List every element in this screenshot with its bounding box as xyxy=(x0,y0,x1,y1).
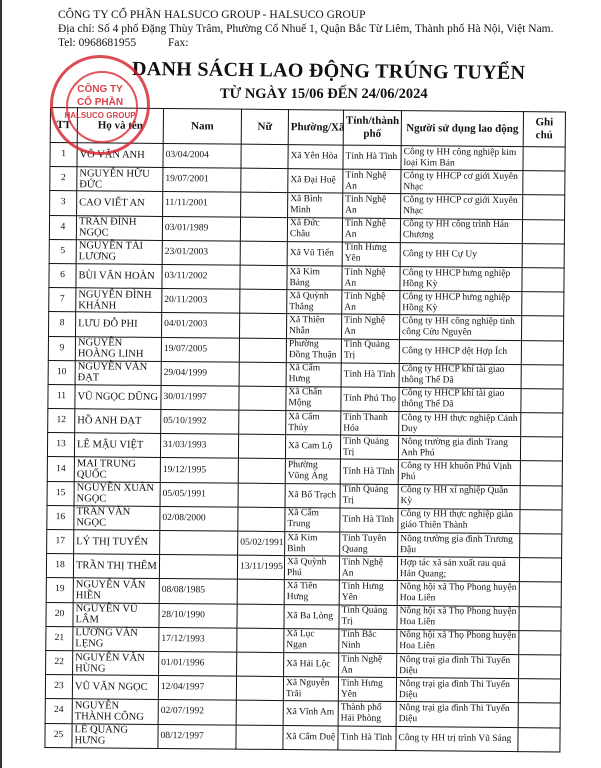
employer: Công ty HH công trình Hán Chương xyxy=(400,218,522,243)
female-birthdate xyxy=(239,362,286,387)
male-birthdate: 19/12/1995 xyxy=(160,458,238,483)
note xyxy=(519,630,561,655)
worker-name: NGUYỄN THÀNH CÔNG xyxy=(72,699,158,724)
document-title: DANH SÁCH LAO ĐỘNG TRÚNG TUYỂN xyxy=(131,57,526,85)
worker-name: NGUYỄN TÀI LƯƠNG xyxy=(76,239,162,264)
row-number: 22 xyxy=(46,650,73,674)
note xyxy=(520,437,562,462)
note xyxy=(522,219,564,244)
female-birthdate xyxy=(238,483,285,508)
ward: Xã Nguyễn Trãi xyxy=(283,677,338,702)
worker-name: VŨ VĂN NGỌC xyxy=(72,675,158,700)
worker-name: VŨ NGỌC DŨNG xyxy=(75,385,161,410)
col-employer: Người sử dụng lao động xyxy=(401,111,523,147)
province: Tỉnh Hưng Yên xyxy=(342,242,400,267)
ward: Xã Kim Bảng xyxy=(287,266,342,291)
province: Tỉnh Bắc Ninh xyxy=(339,629,397,654)
province: Tỉnh Nghệ An xyxy=(342,266,400,291)
ward: Xã Vĩnh Am xyxy=(283,701,338,726)
worker-name: TRẦN VĂN NGỌC xyxy=(74,506,160,531)
province: Tỉnh Hà Tĩnh xyxy=(341,363,399,388)
worker-name: LÊ QUANG HƯNG xyxy=(72,723,158,748)
province: Tỉnh Nghệ An xyxy=(339,556,397,581)
province: Tỉnh Thanh Hóa xyxy=(341,411,399,436)
note xyxy=(518,679,560,704)
note xyxy=(521,388,563,413)
male-birthdate: 30/01/1997 xyxy=(161,385,239,410)
col-name: Họ và tên xyxy=(77,108,163,144)
col-male: Nam xyxy=(163,108,241,144)
male-birthdate: 03/01/1989 xyxy=(162,216,240,241)
ward: Xã Ba Lòng xyxy=(284,604,339,629)
note xyxy=(521,340,563,365)
male-birthdate: 28/10/1990 xyxy=(159,603,237,628)
male-birthdate: 02/07/1992 xyxy=(158,700,236,725)
note xyxy=(522,292,564,317)
note xyxy=(521,316,563,341)
ward: Phường Đồng Thuận xyxy=(286,338,341,363)
worker-name: NGUYỄN VĂN ĐẠT xyxy=(75,360,161,385)
male-birthdate: 02/08/2000 xyxy=(160,506,238,531)
note xyxy=(519,606,561,631)
worker-name: CAO VIẾT AN xyxy=(77,191,163,216)
ward: Xã Chấn Mộng xyxy=(286,386,341,411)
province: Tỉnh Nghệ An xyxy=(339,653,397,678)
ward: Xã Kim Bình xyxy=(285,532,340,557)
female-birthdate xyxy=(239,313,286,338)
ward: Xã Vũ Tiến xyxy=(287,241,342,266)
note xyxy=(522,268,564,293)
employer: Nông trường gia đình Trương Đậu xyxy=(398,533,520,558)
province: Tỉnh Hà Tĩnh xyxy=(343,145,401,170)
ward: Xã Bình Minh xyxy=(288,193,343,218)
province: Tỉnh Hưng Yên xyxy=(338,677,396,702)
male-birthdate: 17/12/1993 xyxy=(159,627,237,652)
employer: Hợp tác xã sản xuất rau quả Hán Quang; xyxy=(397,557,519,582)
female-birthdate xyxy=(237,580,284,605)
female-birthdate xyxy=(236,700,283,725)
company-fax: Fax: xyxy=(168,37,189,49)
row-number: 9 xyxy=(48,336,75,360)
female-birthdate xyxy=(239,386,286,411)
worker-table xyxy=(44,107,566,752)
ward: Xã Hải Lộc xyxy=(284,652,339,677)
note xyxy=(519,558,561,583)
employer: Công ty HHCP dệt Hợp Ích xyxy=(399,339,521,364)
male-birthdate: 11/11/2001 xyxy=(163,192,241,217)
row-number: 12 xyxy=(48,409,75,433)
company-tel: Tel: 0968681955 xyxy=(58,37,137,49)
employer: Nông hội xã Thọ Phong huyện Hoa Liên xyxy=(397,581,519,606)
worker-name: VÕ VĂN ANH xyxy=(77,143,163,168)
col-note: Ghi chú xyxy=(523,112,565,147)
ward: Xã Yên Hòa xyxy=(288,145,343,170)
female-birthdate xyxy=(241,168,288,193)
ward: Xã Tiên Hưng xyxy=(284,580,339,605)
row-number: 20 xyxy=(46,602,73,626)
employer: Công ty HH trị trình Vũ Sáng xyxy=(396,726,518,751)
ward: Xã Đức Châu xyxy=(287,217,342,242)
male-birthdate: 08/12/1997 xyxy=(158,724,236,749)
scan-edge xyxy=(0,0,2,768)
female-birthdate xyxy=(241,193,288,218)
male-birthdate: 03/04/2004 xyxy=(163,143,241,168)
province: Tỉnh Nghệ An xyxy=(343,193,401,218)
province: Tỉnh Nghệ An xyxy=(342,218,400,243)
worker-name: LÊ MẬU VIỆT xyxy=(74,433,160,458)
worker-name: MAI TRUNG QUỐC xyxy=(74,457,160,482)
male-birthdate: 19/07/2005 xyxy=(161,337,239,362)
employer: Nông trường gia đình Trang Anh Phú xyxy=(398,436,520,461)
row-number: 24 xyxy=(45,699,72,723)
company-address: Địa chỉ: Số 4 phố Đặng Thùy Trâm, Phường Cổ Nhuế 1, Quận Bắc Từ Liêm, Thành phố Hà Nội, Việt Nam. xyxy=(58,23,554,35)
row-number: 10 xyxy=(48,360,75,384)
female-birthdate: 05/02/1991 xyxy=(238,531,285,556)
col-province: Tỉnh/thành phố xyxy=(343,110,401,146)
stamp-line: HALSUCO GROUP xyxy=(64,111,136,120)
female-birthdate xyxy=(240,265,287,290)
province: Tỉnh Tuyên Quang xyxy=(340,532,398,557)
row-number: 5 xyxy=(49,239,76,263)
male-birthdate xyxy=(159,555,237,580)
worker-name: NGUYỄN HOÀNG LINH xyxy=(75,336,161,361)
province: Tỉnh Quảng Trị xyxy=(339,605,397,630)
female-birthdate xyxy=(241,144,288,169)
province: Tỉnh Hà Tĩnh xyxy=(340,508,398,533)
ward: Xã Thiên Nhẫn xyxy=(286,314,341,339)
female-birthdate xyxy=(240,217,287,242)
male-birthdate: 01/01/1996 xyxy=(159,651,237,676)
note xyxy=(518,727,560,752)
row-number: 23 xyxy=(45,675,72,699)
worker-name: LƯU ĐỖ PHI xyxy=(76,312,162,337)
ward: Xã Quỳnh Thắng xyxy=(287,290,342,315)
province: Tỉnh Phú Thọ xyxy=(341,387,399,412)
province: Thành phố Hải Phòng xyxy=(338,701,396,726)
employer: Công ty HH thực nghiệp Cảnh Duy xyxy=(399,412,521,437)
ward: Phường Vũng Áng xyxy=(285,459,340,484)
col-female: Nữ xyxy=(241,109,288,144)
male-birthdate: 04/01/2003 xyxy=(161,313,239,338)
male-birthdate: 12/04/1997 xyxy=(158,676,236,701)
male-birthdate: 05/05/1991 xyxy=(160,482,238,507)
ward: Xã Đại Huệ xyxy=(288,169,343,194)
row-number: 1 xyxy=(50,143,77,167)
female-birthdate xyxy=(237,628,284,653)
employer: Công ty HH Cự Uy xyxy=(400,242,522,267)
row-number: 13 xyxy=(47,433,74,457)
ward: Xã Cẩm Trung xyxy=(285,507,340,532)
employer: Công ty HHCP hưng nghiệp Hồng Kỳ xyxy=(400,291,522,316)
worker-name: HỒ ANH ĐẠT xyxy=(75,409,161,434)
employer: Công ty HH công nghiệp tinh công Cửu Nguyên xyxy=(399,315,521,340)
company-name: CÔNG TY CỔ PHẦN HALSUCO GROUP - HALSUCO GROUP xyxy=(58,9,366,21)
employer: Công ty HH khuôn Phú Vịnh Phú xyxy=(398,460,520,485)
female-birthdate xyxy=(238,434,285,459)
province: Tỉnh Hà Tĩnh xyxy=(340,459,398,484)
male-birthdate: 20/11/2003 xyxy=(162,289,240,314)
note xyxy=(520,485,562,510)
note xyxy=(520,461,562,486)
male-birthdate: 03/11/2002 xyxy=(162,264,240,289)
employer: Nông trại gia đình Thi Tuyển Diệu xyxy=(397,653,519,678)
note xyxy=(521,413,563,438)
row-number: 3 xyxy=(50,191,77,215)
row-number: 18 xyxy=(46,554,73,578)
province: Tỉnh Quảng Trị xyxy=(341,339,399,364)
male-birthdate: 19/07/2001 xyxy=(163,168,241,193)
note xyxy=(519,655,561,680)
row-number: 8 xyxy=(49,312,76,336)
male-birthdate: 29/04/1999 xyxy=(161,361,239,386)
row-number: 19 xyxy=(46,578,73,602)
note xyxy=(522,243,564,268)
note xyxy=(521,364,563,389)
male-birthdate: 23/01/2003 xyxy=(162,240,240,265)
worker-name: NGUYỄN VĂN HIỀN xyxy=(73,578,159,603)
employer: Công ty HH xí nghiệp Quân Kỳ xyxy=(398,484,520,509)
female-birthdate xyxy=(239,410,286,435)
table-row xyxy=(45,723,560,752)
province: Tỉnh Hưng Yên xyxy=(339,580,397,605)
employer: Công ty HHCP hưng nghiệp Hồng Kỳ xyxy=(400,266,522,291)
employer: Nông trại gia đình Thi Tuyển Diệu xyxy=(396,678,518,703)
female-birthdate xyxy=(236,725,283,750)
female-birthdate xyxy=(238,459,285,484)
ward: Xã Cẩm Hưng xyxy=(286,362,341,387)
note xyxy=(518,703,560,728)
male-birthdate: 31/03/1993 xyxy=(160,434,238,459)
row-number: 21 xyxy=(46,626,73,650)
ward: Xã Cẩm Duệ xyxy=(283,725,338,750)
province: Tỉnh Quảng Trị xyxy=(340,435,398,460)
document-subtitle: TỪ NGÀY 15/06 ĐẾN 24/06/2024 xyxy=(220,86,428,102)
note xyxy=(523,147,565,172)
ward: Xã Bố Trạch xyxy=(285,483,340,508)
employer: Công ty HHCP khí tài giao thông Thế Dã xyxy=(399,387,521,412)
female-birthdate: 13/11/1995 xyxy=(237,555,284,580)
note xyxy=(523,195,565,220)
worker-name: NGUYỄN VŨ LÂM xyxy=(73,602,159,627)
row-number: 7 xyxy=(49,288,76,312)
worker-name: NGUYỄN HỮU ĐỨC xyxy=(77,167,163,192)
female-birthdate xyxy=(240,289,287,314)
worker-name: LƯƠNG VĂN LẸNG xyxy=(73,626,159,651)
note xyxy=(520,509,562,534)
row-number: 14 xyxy=(47,457,74,481)
row-number: 4 xyxy=(49,215,76,239)
stamp-line: CỔ PHẦN xyxy=(76,97,124,108)
female-birthdate xyxy=(237,604,284,629)
male-birthdate xyxy=(160,530,238,555)
female-birthdate xyxy=(237,652,284,677)
stamp-line: CÔNG TY xyxy=(77,84,123,95)
province: Tỉnh Nghệ An xyxy=(343,169,401,194)
row-number: 2 xyxy=(50,167,77,191)
row-number: 6 xyxy=(49,263,76,287)
note xyxy=(520,534,562,559)
worker-name: BÙI VĂN HOÀN xyxy=(76,264,162,289)
row-number: 11 xyxy=(48,384,75,408)
province: Tỉnh Quảng Trị xyxy=(340,484,398,509)
employer: Công ty HH thực nghiệp giàn giáo Thiên Thành xyxy=(398,508,520,533)
worker-name: TRẦN THỊ THÊM xyxy=(73,554,159,579)
worker-name: NGUYỄN XUÂN NGỌC xyxy=(74,481,160,506)
employer: Công ty HH công nghiệp kim loại Kim Bản xyxy=(401,146,523,171)
employer: Nông hội xã Thọ Phong huyện Hoa Liên xyxy=(397,629,519,654)
worker-name: NGUYỄN VĂN HÙNG xyxy=(73,651,159,676)
male-birthdate: 05/10/1992 xyxy=(161,410,239,435)
row-number: 17 xyxy=(47,529,74,553)
male-birthdate: 08/08/1985 xyxy=(159,579,237,604)
province: Tỉnh Nghệ An xyxy=(342,290,400,315)
employer: Công ty HHCP khí tài giao thông Thế Dã xyxy=(399,363,521,388)
employer: Nông trại gia đình Thi Tuyển Diệu xyxy=(396,702,518,727)
ward: Xã Lục Ngạn xyxy=(284,628,339,653)
table-header-row xyxy=(50,108,565,147)
female-birthdate xyxy=(238,507,285,532)
row-number: 15 xyxy=(47,481,74,505)
note xyxy=(519,582,561,607)
ward: Xã Cam Lộ xyxy=(285,435,340,460)
female-birthdate xyxy=(239,338,286,363)
col-ward: Phường/Xã xyxy=(288,110,343,145)
female-birthdate xyxy=(240,241,287,266)
employer: Công ty HHCP cơ giới Xuyên Nhạc xyxy=(401,194,523,219)
province: Tỉnh Nghệ An xyxy=(341,314,399,339)
female-birthdate xyxy=(236,676,283,701)
worker-name: LÝ THỊ TUYẾN xyxy=(74,530,160,555)
note xyxy=(523,171,565,196)
row-number: 25 xyxy=(45,723,72,747)
employer: Nông hội xã Thọ Phong huyện Hoa Liên xyxy=(397,605,519,630)
ward: Xã Quỳnh Phú xyxy=(284,556,339,581)
worker-name: TRẦN ĐÌNH NGỌC xyxy=(76,215,162,240)
province: Tỉnh Hà Tĩnh xyxy=(338,726,396,751)
row-number: 16 xyxy=(47,505,74,529)
ward: Xã Cẩm Thủy xyxy=(286,411,341,436)
col-tt: TT xyxy=(50,108,77,143)
worker-name: NGUYỄN ĐÌNH KHÁNH xyxy=(76,288,162,313)
employer: Công ty HHCP cơ giới Xuyên Nhạc xyxy=(401,170,523,195)
